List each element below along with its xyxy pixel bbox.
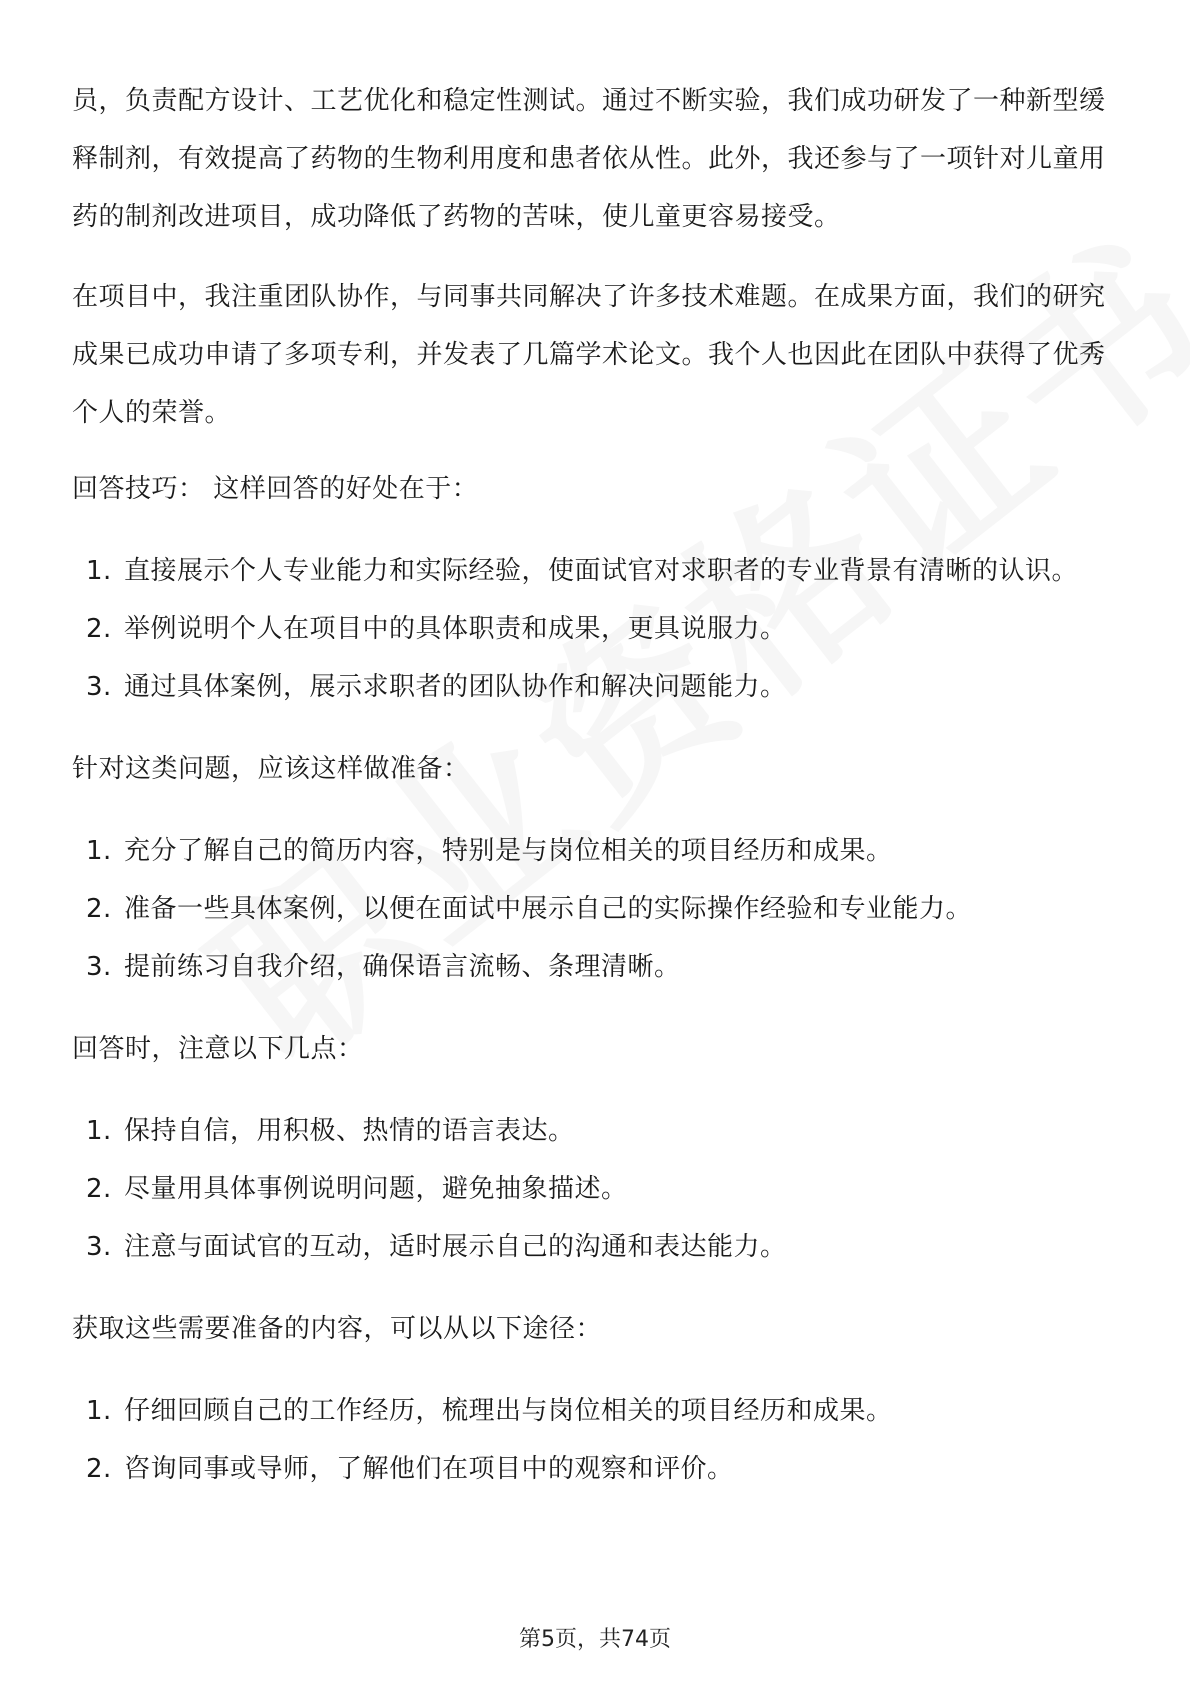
list-item [72, 938, 1122, 996]
list-item [72, 658, 1122, 716]
section-heading: 针对这类问题，应该这样做准备： [72, 754, 470, 784]
body-paragraph: 在项目中，我注重团队协作，与同事共同解决了许多技术难题。在成果方面，我们的研究成果已成功申请了多项专利，并发表了几篇学术论文。我个人也因此在团队中获得了优秀个人的荣誉。 [72, 282, 1106, 428]
list-item-text: 准备一些具体案例，以便在面试中展示自己的实际操作经验和专业能力。 [124, 894, 973, 924]
list-item [72, 1160, 1122, 1218]
list-item-text: 举例说明个人在项目中的具体职责和成果，更具说服力。 [124, 614, 787, 644]
list-item [72, 600, 1122, 658]
list-number: 1. [86, 556, 112, 586]
body-paragraph: 员，负责配方设计、工艺优化和稳定性测试。通过不断实验，我们成功研发了一种新型缓释制剂，有效提高了药物的生物利用度和患者依从性。此外，我还参与了一项针对儿童用药的制剂改进项目，成功降低了药物的苦味，使儿童更容易接受。 [72, 86, 1106, 232]
list-number: 1. [86, 1116, 112, 1146]
list-number: 3. [86, 672, 112, 702]
list-item-text: 保持自信，用积极、热情的语言表达。 [124, 1116, 575, 1146]
list-number: 1. [86, 836, 112, 866]
document-body [72, 72, 1122, 1526]
numbered-list [72, 542, 1122, 716]
list-item [72, 1440, 1122, 1498]
list-item-text: 充分了解自己的简历内容，特别是与岗位相关的项目经历和成果。 [124, 836, 893, 866]
section-heading: 获取这些需要准备的内容，可以从以下途径： [72, 1314, 603, 1344]
list-number: 1. [86, 1396, 112, 1426]
list-item-text: 直接展示个人专业能力和实际经验，使面试官对求职者的专业背景有清晰的认识。 [124, 556, 1079, 586]
numbered-list [72, 1382, 1122, 1498]
section-heading: 回答技巧： 这样回答的好处在于： [72, 474, 479, 504]
list-number: 2. [86, 614, 112, 644]
list-item [72, 1218, 1122, 1276]
section-heading: 回答时，注意以下几点： [72, 1034, 364, 1064]
list-item-text: 注意与面试官的互动，适时展示自己的沟通和表达能力。 [124, 1232, 787, 1262]
list-number: 3. [86, 1232, 112, 1262]
list-item [72, 822, 1122, 880]
list-number: 2. [86, 1174, 112, 1204]
list-item [72, 880, 1122, 938]
list-item-text: 尽量用具体事例说明问题，避免抽象描述。 [124, 1174, 628, 1204]
numbered-list [72, 1102, 1122, 1276]
numbered-list [72, 822, 1122, 996]
list-item-text: 提前练习自我介绍，确保语言流畅、条理清晰。 [124, 952, 681, 982]
list-number: 2. [86, 1454, 112, 1484]
list-item [72, 1382, 1122, 1440]
page-number-footer: 第5页，共74页 [519, 1627, 671, 1652]
list-item-text: 通过具体案例，展示求职者的团队协作和解决问题能力。 [124, 672, 787, 702]
list-number: 3. [86, 952, 112, 982]
list-item-text: 咨询同事或导师，了解他们在项目中的观察和评价。 [124, 1454, 734, 1484]
list-item-text: 仔细回顾自己的工作经历，梳理出与岗位相关的项目经历和成果。 [124, 1396, 893, 1426]
list-number: 2. [86, 894, 112, 924]
list-item [72, 542, 1122, 600]
list-item [72, 1102, 1122, 1160]
